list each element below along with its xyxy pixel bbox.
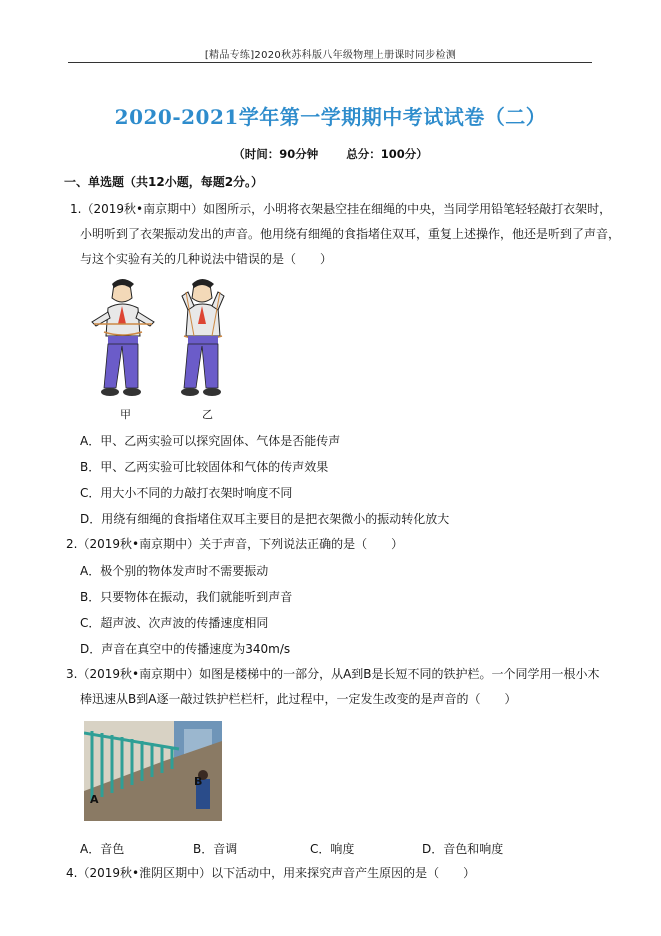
q3-option-d: D．音色和响度 [422, 842, 504, 856]
q2-option-b: B．只要物体在振动，我们就能听到声音 [80, 590, 293, 604]
boy-jia-illustration [92, 279, 154, 396]
exam-time: （时间：90分钟 [233, 147, 319, 161]
q1-figure [82, 276, 252, 406]
q3-line-1: 3.（2019秋•南京期中）如图是楼梯中的一部分，从A到B是长短不同的铁护栏。一个同学用一根小木 [66, 667, 600, 681]
q2-line-1: 2.（2019秋•南京期中）关于声音，下列说法正确的是（ ） [66, 537, 404, 551]
figure-label-a: A [90, 793, 99, 806]
exam-score: 总分：100分） [346, 147, 428, 161]
q3-option-a: A．音色 [80, 842, 125, 856]
q1-line-1: 1.（2019秋•南京期中）如图所示，小明将衣架悬空挂在细绳的中央，当同学用铅笔轻轻敲打衣架时， [70, 202, 612, 216]
q4-line-1: 4.（2019秋•淮阴区期中）以下活动中，用来探究声音产生原因的是（ ） [66, 866, 476, 880]
figure-label-b: B [194, 775, 203, 788]
staircase-illustration [84, 721, 222, 821]
header-divider [68, 62, 592, 63]
q2-option-a: A．极个别的物体发声时不需要振动 [80, 564, 269, 578]
q3-staircase-photo [84, 721, 222, 821]
exam-title: 2020-2021学年第一学期期中考试试卷（二） [114, 105, 547, 129]
q3-line-2: 棒迅速从B到A逐一敲过铁护栏栏杆，此过程中，一定发生改变的是声音的（ ） [80, 692, 517, 706]
q1-line-3: 与这个实验有关的几种说法中错误的是（ ） [80, 252, 333, 266]
q1-option-a: A．甲、乙两实验可以探究固体、气体是否能传声 [80, 434, 341, 448]
q3-option-b: B．音调 [193, 842, 238, 856]
boy-yi-illustration [181, 279, 224, 396]
section-title: 一、单选题（共12小题，每题2分。） [64, 175, 264, 189]
figure-label-jia: 甲 [120, 408, 131, 421]
q3-option-c: C．响度 [310, 842, 355, 856]
q1-option-b: B．甲、乙两实验可比较固体和气体的传声效果 [80, 460, 329, 474]
figure-label-yi: 乙 [202, 408, 213, 421]
q1-line-2: 小明听到了衣架振动发出的声音。他用绕有细绳的食指堵住双耳，重复上述操作，他还是听到了声音， [80, 227, 621, 241]
exam-meta [0, 146, 661, 162]
q2-option-c: C．超声波、次声波的传播速度相同 [80, 616, 269, 630]
q2-option-d: D．声音在真空中的传播速度为340m/s [80, 642, 291, 656]
q1-option-d: D．用绕有细绳的食指堵住双耳主要目的是把衣架微小的振动转化放大 [80, 512, 450, 526]
page-header: [精品专练]2020秋苏科版八年级物理上册课时同步检测 [204, 50, 457, 61]
q1-option-c: C．用大小不同的力敲打衣架时响度不同 [80, 486, 293, 500]
